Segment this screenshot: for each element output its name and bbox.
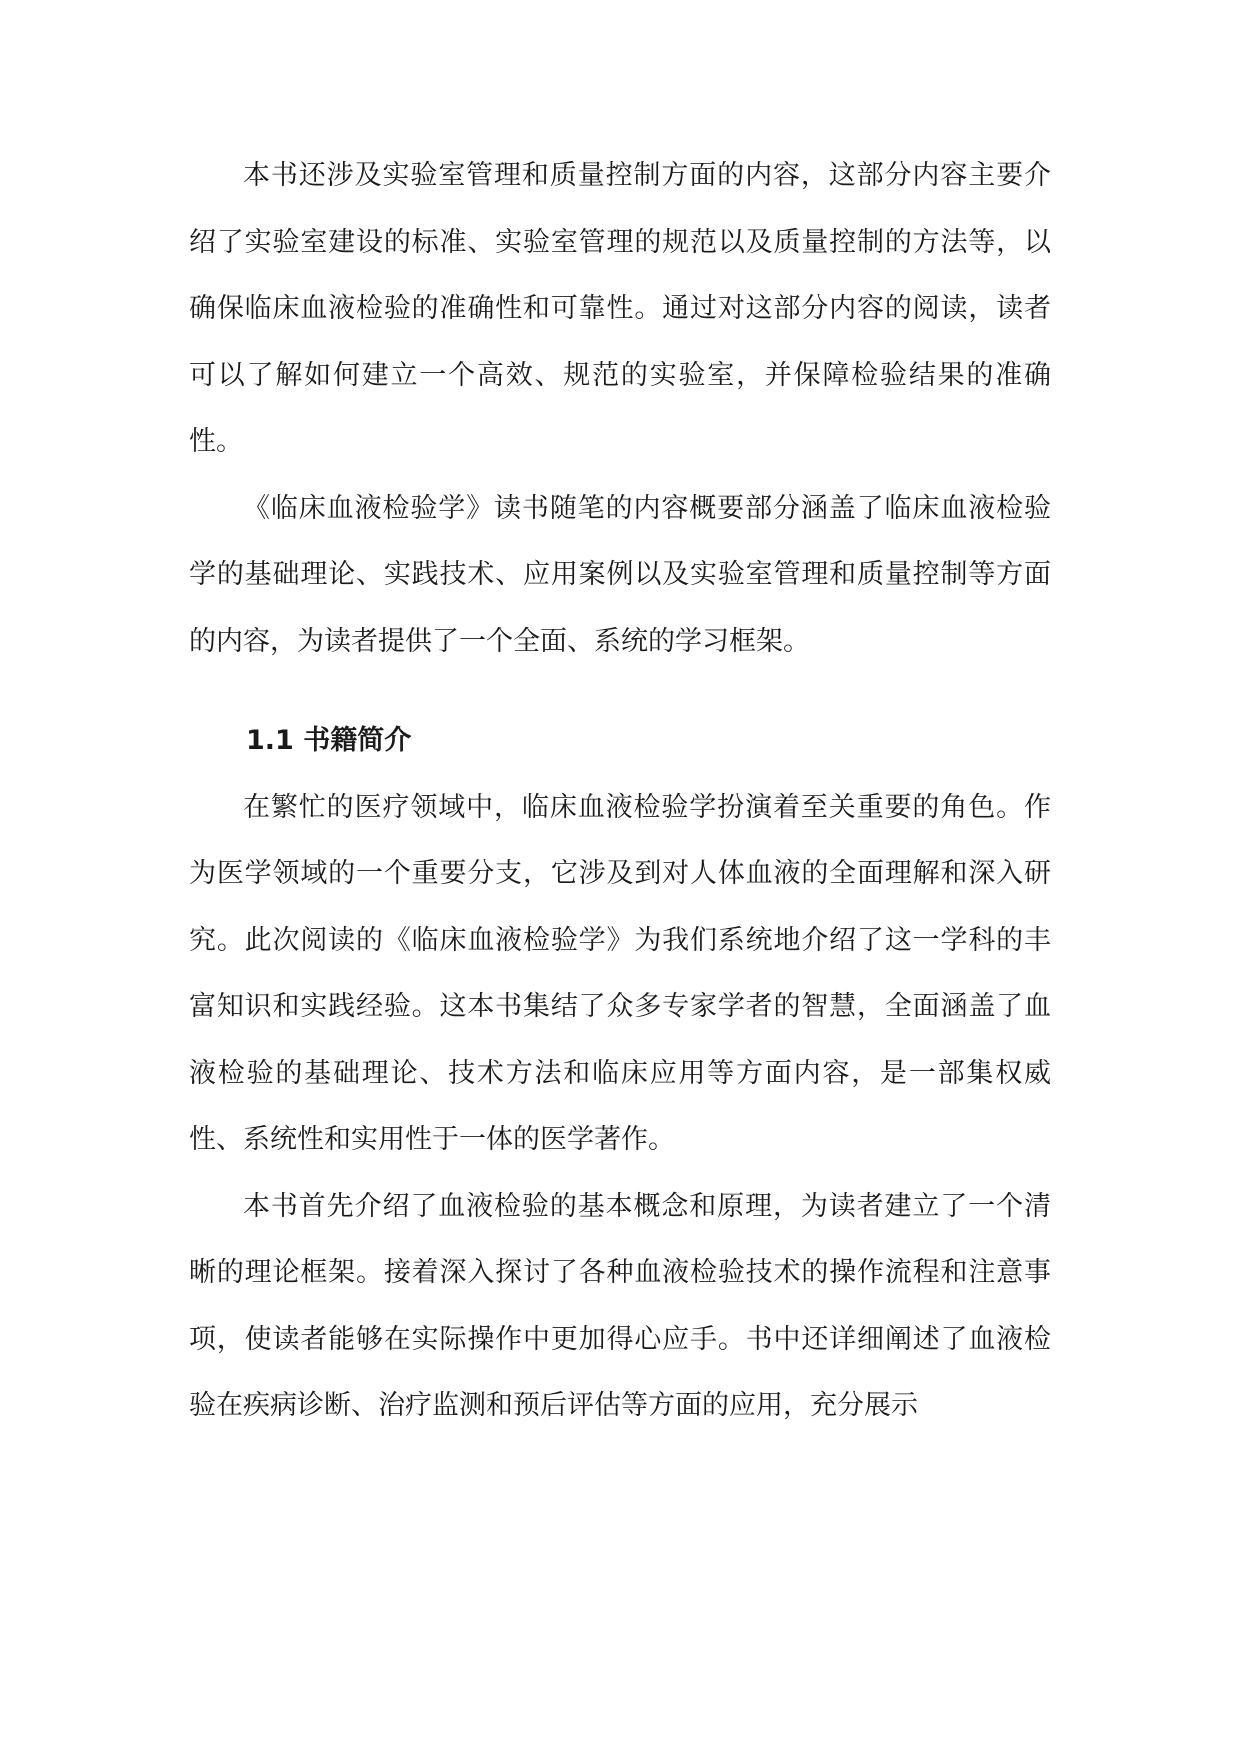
paragraph-book-intro: 在繁忙的医疗领域中，临床血液检验学扮演着至关重要的角色。作为医学领域的一个重要分支，它涉及到对人体血液的全面理解和深入研究。此次阅读的《临床血液检验学》为我们系统地介绍了这一学科的丰富知识和实践经验。这本书集结了众多专家学者的智慧，全面涵盖了血液检验的基础理论、技术方法和临床应用等方面内容，是一部集权威性、系统性和实用性于一体的医学著作。 (189, 791, 1051, 1155)
paragraph-book-contents: 本书首先介绍了血液检验的基本概念和原理，为读者建立了一个清晰的理论框架。接着深入探讨了各种血液检验技术的操作流程和注意事项，使读者能够在实际操作中更加得心应手。书中还详细阐述了血液检验在疾病诊断、治疗监测和预后评估等方面的应用，充分展示 (189, 1190, 1051, 1421)
paragraph-summary: 《临床血液检验学》读书随笔的内容概要部分涵盖了临床血液检验学的基础理论、实践技术、应用案例以及实验室管理和质量控制等方面的内容，为读者提供了一个全面、系统的学习框架。 (189, 492, 1051, 657)
section-heading: 1.1 书籍简介 (246, 725, 412, 756)
paragraph-lab-management: 本书还涉及实验室管理和质量控制方面的内容，这部分内容主要介绍了实验室建设的标准、实验室管理的规范以及质量控制的方法等，以确保临床血液检验的准确性和可靠性。通过对这部分内容的阅读，读者可以了解如何建立一个高效、规范的实验室，并保障检验结果的准确性。 (189, 160, 1051, 457)
document-body (189, 143, 1051, 1440)
